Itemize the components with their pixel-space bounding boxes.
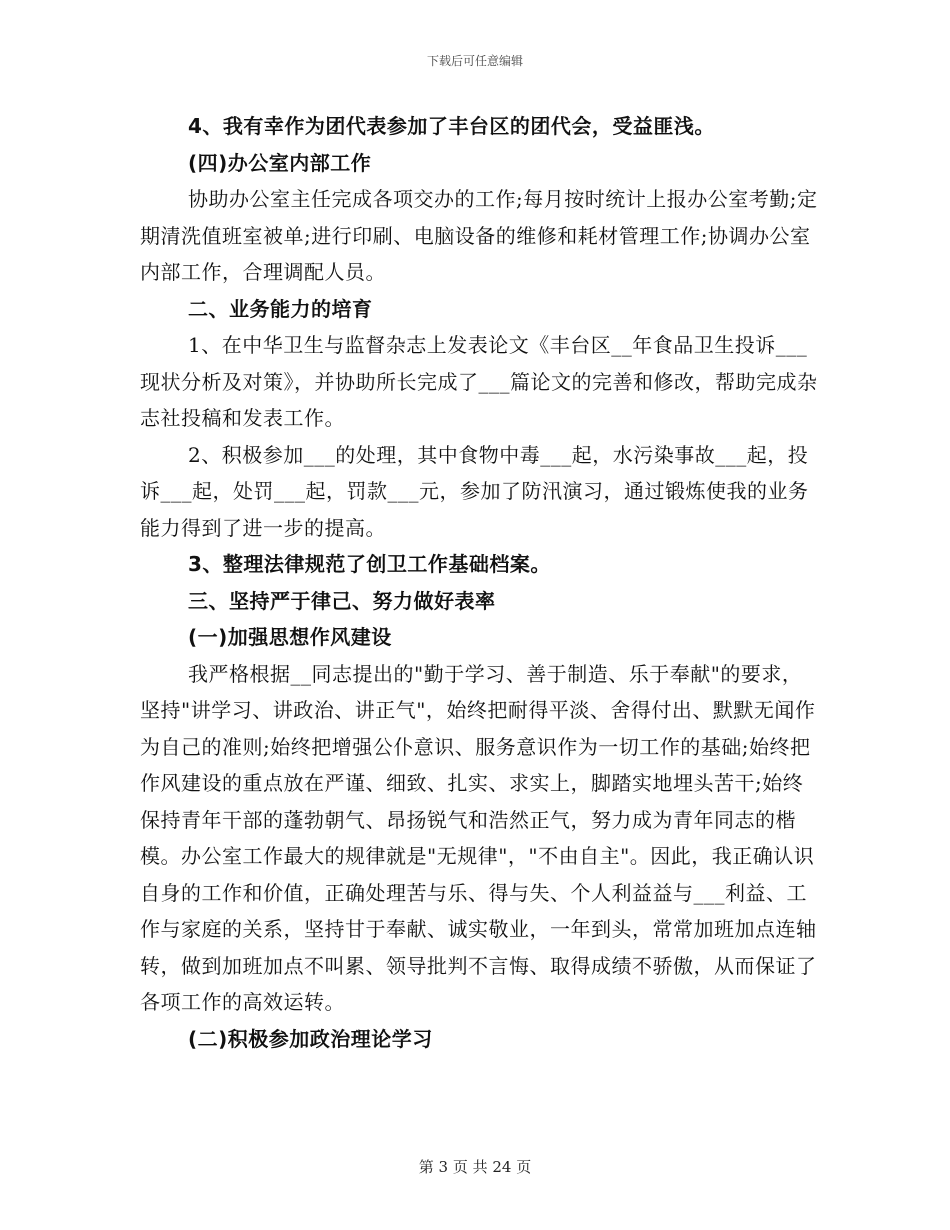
document-body (140, 108, 820, 1057)
subheading-office-internal-work: (四)办公室内部工作 (188, 150, 372, 175)
paragraph-item-3-archives: 3、整理法律规范了创卫工作基础档案。 (188, 552, 551, 576)
paragraph-published-paper: 1、在中华卫生与监督杂志上发表论文《丰台区__年食品卫生投诉___现状分析及对策》，并协助所长完成了___篇论文的完善和修改，帮助完成杂志社投稿和发表工作。 (140, 333, 818, 430)
subheading-political-study: (二)积极参加政治理论学习 (188, 1026, 433, 1051)
page-header: 下载后可任意编辑 (426, 54, 523, 68)
section-heading-self-discipline: 三、坚持严于律己、努力做好表率 (188, 588, 496, 613)
paragraph-incident-handling: 2、积极参加___的处理，其中食物中毒___起，水污染事故___起，投诉___起，处罚___起，罚款___元，参加了防汛演习，通过锻炼使我的业务能力得到了进一步的提高。 (140, 442, 809, 540)
page-footer: 第 3 页 共 24 页 (418, 1158, 532, 1176)
paragraph-office-duties: 协助办公室主任完成各项交办的工作;每月按时统计上报办公室考勤;定期清洗值班室被单;进行印刷、电脑设备的维修和耗材管理工作;协调办公室内部工作，合理调配人员。 (140, 187, 818, 284)
section-heading-business-ability: 二、业务能力的培育 (188, 296, 373, 321)
paragraph-work-style-details: 我严格根据__同志提出的"勤于学习、善于制造、乐于奉献"的要求，坚持"讲学习、讲政治、讲正气"，始终把耐得平淡、舍得付出、默默无闻作为自己的准则;始终把增强公仆意识、服务意识作为一切工作的基础;始终把作风建设的重点放在严谨、细致、扎实、求实上，脚踏实地埋头苦干;始终保持青年干部的蓬勃朝气、昂扬锐气和浩然正气，努力成为青年同志的楷模。办公室工作最大的规律就是"无规律"，"不由自主"。因此，我正确认识自身的工作和价值，正确处理苦与乐、得与失、个人利益益与___利益、工作与家庭的关系，坚持甘于奉献、诚实敬业，一年到头，常常加班加点连轴转，做到加班加点不叫累、领导批判不言悔、取得成绩不骄傲，从而保证了各项工作的高效运转。 (140, 661, 817, 1014)
subheading-work-style: (一)加强思想作风建设 (188, 625, 392, 649)
paragraph-item-4-youth-congress: 4、我有幸作为团代表参加了丰台区的团代会，受益匪浅。 (188, 114, 715, 138)
